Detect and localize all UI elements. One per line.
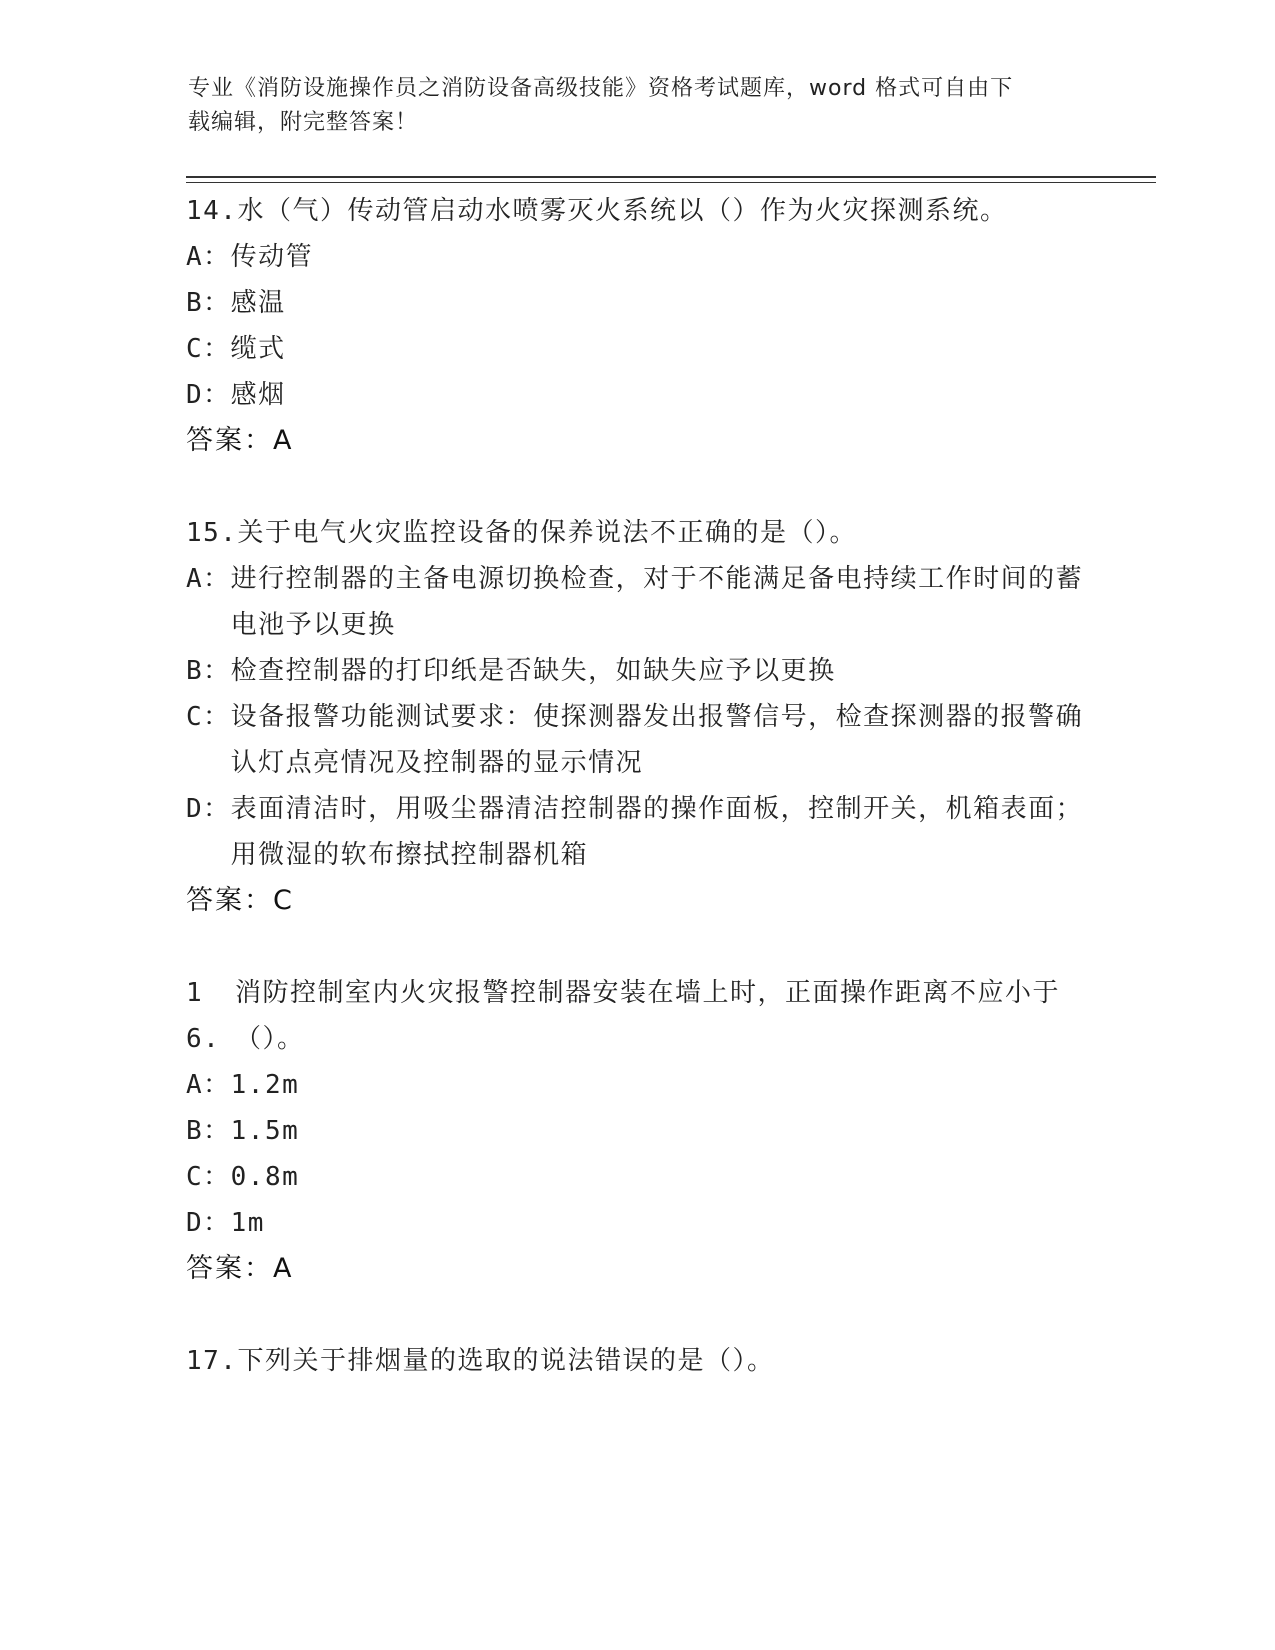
option-b (186, 648, 1086, 694)
option-text: 检查控制器的打印纸是否缺失，如缺失应予以更换 (230, 656, 836, 686)
question-number: 14. (186, 196, 238, 226)
option-text: 表面清洁时，用吸尘器清洁控制器的操作面板，控制开关，机箱表面；用微湿的软布擦拭控制器机箱 (230, 794, 1084, 870)
answer-line (186, 1246, 1086, 1292)
answer-label: 答案： (186, 425, 273, 456)
option-key: B： (186, 288, 231, 318)
answer-label: 答案： (186, 1253, 273, 1284)
option-a (186, 556, 1086, 648)
question-stem (186, 510, 1086, 556)
question-text: 下列关于排烟量的选取的说法错误的是（）。 (237, 1346, 775, 1376)
question-16 (186, 970, 1086, 1292)
option-d (186, 372, 1086, 418)
answer-value: C (273, 885, 292, 916)
option-key: A： (186, 242, 231, 272)
answer-line (186, 878, 1086, 924)
option-text: 1m (230, 1208, 265, 1238)
option-d (186, 786, 1086, 878)
option-text: 设备报警功能测试要求：使探测器发出报警信号，检查探测器的报警确认灯点亮情况及控制器的显示情况 (230, 702, 1084, 778)
option-text: 进行控制器的主备电源切换检查，对于不能满足备电持续工作时间的蓄电池予以更换 (230, 564, 1084, 640)
option-text: 0.8m (230, 1162, 300, 1192)
option-key: B： (186, 1116, 231, 1146)
question-15 (186, 510, 1086, 924)
option-c (186, 694, 1086, 786)
answer-value: A (273, 1253, 292, 1284)
option-b (186, 280, 1086, 326)
question-text: 消防控制室内火灾报警控制器安装在墙上时，正面操作距离不应小于（）。 (234, 978, 1060, 1054)
question-14 (186, 188, 1086, 464)
question-stem (186, 188, 1086, 234)
option-key: D： (186, 380, 231, 410)
option-key: D： (186, 794, 231, 824)
option-key: C： (186, 1162, 231, 1192)
option-b (186, 1108, 1086, 1154)
option-c (186, 326, 1086, 372)
header-line-2: 载编辑，附完整答案！ (188, 110, 419, 135)
option-key: D： (186, 1208, 231, 1238)
option-key: A： (186, 1070, 231, 1100)
question-text: 关于电气火灾监控设备的保养说法不正确的是（）。 (237, 518, 857, 548)
option-text: 缆式 (230, 334, 286, 364)
option-c (186, 1154, 1086, 1200)
option-key: A： (186, 564, 231, 594)
option-text: 感温 (230, 288, 286, 318)
option-text: 感烟 (230, 380, 286, 410)
answer-label: 答案： (186, 885, 273, 916)
question-number: 16. (186, 978, 221, 1054)
answer-value: A (273, 425, 292, 456)
answer-line (186, 418, 1086, 464)
question-list (186, 188, 1086, 1430)
question-17 (186, 1338, 1086, 1384)
option-key: C： (186, 334, 231, 364)
option-key: C： (186, 702, 231, 732)
header-divider-thick (186, 176, 1156, 178)
option-text: 1.2m (230, 1070, 300, 1100)
header-divider-thin (186, 182, 1156, 183)
question-stem (186, 1338, 1086, 1384)
document-header (188, 72, 1088, 140)
question-stem (186, 970, 1086, 1062)
question-number: 15. (186, 518, 238, 548)
header-line-1: 专业《消防设施操作员之消防设备高级技能》资格考试题库，word 格式可自由下 (188, 76, 1014, 101)
option-key: B： (186, 656, 231, 686)
option-text: 1.5m (230, 1116, 300, 1146)
option-text: 传动管 (230, 242, 314, 272)
question-text: 水（气）传动管启动水喷雾灭火系统以（）作为火灾探测系统。 (237, 196, 1008, 226)
option-a (186, 234, 1086, 280)
option-d (186, 1200, 1086, 1246)
question-number: 17. (186, 1346, 238, 1376)
option-a (186, 1062, 1086, 1108)
